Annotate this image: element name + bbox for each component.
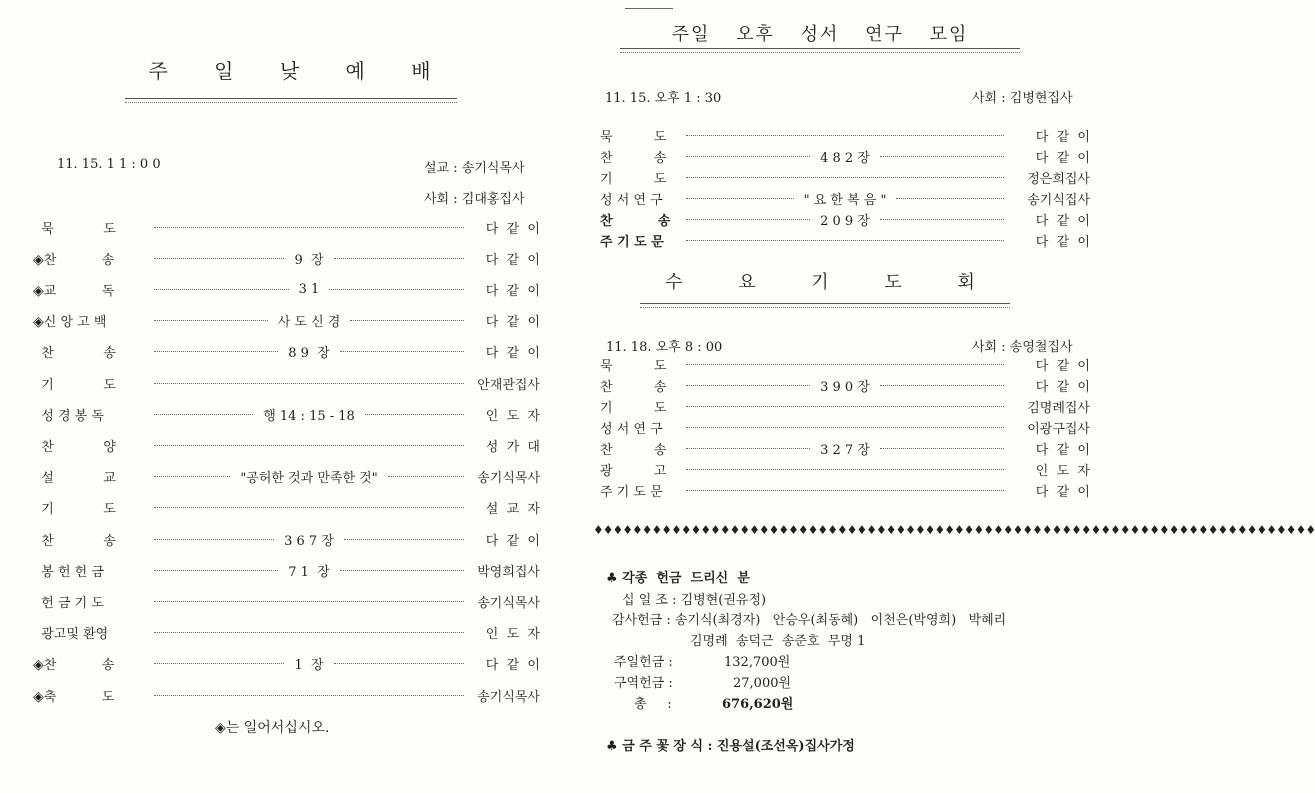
program-item-label <box>33 436 148 455</box>
program-item-label <box>600 439 680 458</box>
program-label-text: 교 독 <box>43 283 115 299</box>
dotted-leader <box>154 320 268 321</box>
afternoon-presider: 사회 : 김병현집사 <box>972 91 1073 106</box>
program-item-label <box>600 355 680 374</box>
program-label-text: 묵 도 <box>600 358 667 374</box>
tithe-line: 십 일 조 : 김병현(권유정) <box>622 593 767 608</box>
program-item-label <box>33 561 148 580</box>
dotted-leader <box>154 695 464 696</box>
program-row <box>33 373 540 393</box>
dotted-leader <box>686 177 1004 178</box>
program-row <box>600 125 1090 145</box>
dotted-leader <box>686 490 1004 491</box>
program-person: 다 같 이 <box>1035 484 1090 500</box>
dotted-leader <box>686 364 1004 365</box>
program-person: 김명례집사 <box>1027 400 1090 416</box>
program-row <box>33 217 540 237</box>
program-detail: 9 장 <box>294 252 324 268</box>
program-detail: "공허한 것과 만족한 것" <box>240 471 378 487</box>
program-person: 정은희집사 <box>1027 171 1090 187</box>
program-row <box>33 467 540 487</box>
program-person: 송기식목사 <box>477 689 540 705</box>
program-label-text: 찬 송 <box>41 533 116 549</box>
program-person: 다 같 이 <box>1035 150 1090 166</box>
dotted-leader <box>686 135 1004 136</box>
program-label-text: 찬 송 <box>43 252 115 268</box>
program-row <box>600 230 1090 250</box>
dotted-leader <box>350 320 464 321</box>
program-row <box>33 560 540 580</box>
program-label-text: 찬 송 <box>600 150 667 166</box>
program-item-label <box>33 467 148 486</box>
dotted-leader <box>154 383 464 384</box>
program-row <box>33 529 540 549</box>
program-row <box>600 354 1090 374</box>
wednesday-title-underline <box>640 303 1010 308</box>
program-person: 다 같 이 <box>1035 442 1090 458</box>
program-row <box>33 435 540 455</box>
program-detail: 7 1 장 <box>288 564 330 580</box>
program-row <box>33 654 540 674</box>
offering-heading: ♣ 각종 헌금 드리신 분 <box>606 571 750 586</box>
dotted-leader <box>154 227 464 228</box>
program-person: 인 도 자 <box>485 627 540 643</box>
program-detail: 3 2 7 장 <box>820 442 870 458</box>
program-person: 다 같 이 <box>485 533 540 549</box>
program-label-text: 기 도 <box>600 400 667 416</box>
program-person: 다 같 이 <box>1035 129 1090 145</box>
program-item-label <box>600 397 680 416</box>
dotted-leader <box>880 448 1004 449</box>
program-row <box>600 375 1090 395</box>
title-underline <box>125 98 457 103</box>
sunday-service-title: 주 일 낮 예 배 <box>148 59 432 83</box>
program-row <box>600 188 1090 208</box>
program-item-label <box>33 405 148 424</box>
program-detail: 사 도 신 경 <box>277 315 341 331</box>
program-row <box>600 438 1090 458</box>
dotted-leader <box>334 258 464 259</box>
program-person: 다 같 이 <box>485 346 540 362</box>
program-row <box>33 248 540 268</box>
dotted-leader <box>154 663 284 664</box>
afternoon-title-underline <box>620 48 1020 53</box>
program-person: 다 같 이 <box>485 221 540 237</box>
program-item-label <box>33 249 148 268</box>
dotted-leader <box>154 445 464 446</box>
total-value: 676,620원 <box>722 697 794 712</box>
program-item-label <box>33 530 148 549</box>
program-item-label <box>600 418 680 437</box>
dotted-leader <box>686 427 1004 428</box>
wednesday-presider: 사회 : 송영철집사 <box>972 340 1073 355</box>
district-offering-label: 구역헌금 : <box>614 676 673 691</box>
program-detail: " 요 한 복 음 " <box>803 192 887 208</box>
program-person: 설 교 자 <box>485 502 540 518</box>
dotted-leader <box>686 469 1004 470</box>
program-label-text: 신 앙 고 백 <box>43 315 107 331</box>
program-person: 다 같 이 <box>1035 358 1090 374</box>
program-label-text: 찬 송 <box>600 379 667 395</box>
program-detail: 행 14 : 15 - 18 <box>263 408 355 424</box>
program-label-text: 찬 송 <box>600 442 667 458</box>
program-label-text: 성 서 연 구 <box>600 421 663 437</box>
dotted-leader <box>686 240 1004 241</box>
program-row <box>600 167 1090 187</box>
dotted-leader <box>329 289 464 290</box>
program-item-label <box>600 147 680 166</box>
stand-marker: ◈ <box>33 657 44 674</box>
program-detail: 1 장 <box>294 658 324 674</box>
program-person: 박영희집사 <box>477 564 540 580</box>
program-row <box>600 146 1090 166</box>
program-item-label <box>33 592 148 611</box>
district-offering-value: 27,000원 <box>733 676 792 691</box>
program-item-label <box>600 126 680 145</box>
program-detail: 8 9 장 <box>288 346 330 362</box>
program-row <box>33 342 540 362</box>
thanks-line-2: 김명례 송덕근 송준호 무명 1 <box>690 634 866 649</box>
dotted-leader <box>880 219 1004 220</box>
program-row <box>600 396 1090 416</box>
program-label-text: 찬 송 <box>41 346 116 362</box>
dotted-leader <box>896 198 1004 199</box>
stand-marker: ◈ <box>33 251 44 268</box>
preacher: 설교 : 송기식목사 <box>424 161 525 176</box>
program-label-text: 기 도 <box>41 502 116 518</box>
dotted-leader <box>154 570 278 571</box>
program-item-label <box>600 189 680 208</box>
dotted-leader <box>154 351 278 352</box>
program-row <box>33 404 540 424</box>
program-item-label <box>33 280 148 299</box>
program-item-label <box>600 481 680 500</box>
dotted-leader <box>344 539 464 540</box>
program-person: 성 가 대 <box>485 439 540 455</box>
dotted-leader <box>334 663 464 664</box>
dotted-leader <box>154 507 464 508</box>
afternoon-date: 11. 15. 오후 1 : 30 <box>605 91 722 106</box>
program-item-label <box>33 498 148 517</box>
program-person: 다 같 이 <box>485 315 541 331</box>
dotted-leader <box>154 289 289 290</box>
program-person: 안재관집사 <box>477 377 540 393</box>
program-person: 다 같 이 <box>485 658 540 674</box>
program-label-text: 찬 송 <box>600 213 671 229</box>
program-person: 송기식목사 <box>477 471 541 487</box>
dotted-leader <box>880 156 1004 157</box>
program-item-label <box>600 460 680 479</box>
program-detail: 3 9 0 장 <box>820 379 870 395</box>
dotted-leader <box>154 476 230 477</box>
stand-note: ◈는 일어서십시오. <box>215 720 330 736</box>
program-person: 송기식집사 <box>1027 192 1091 208</box>
program-row <box>33 498 540 518</box>
service-date: 11. 15. 1 1 : 0 0 <box>57 157 161 172</box>
program-label-text: 광 고 <box>600 463 667 479</box>
dotted-leader <box>154 258 284 259</box>
program-label-text: 묵 도 <box>41 221 116 237</box>
dotted-leader <box>880 385 1004 386</box>
dotted-leader <box>388 476 464 477</box>
program-row <box>600 209 1090 229</box>
dotted-leader <box>154 632 464 633</box>
program-row <box>600 459 1090 479</box>
program-label-text: 헌 금 기 도 <box>41 595 104 611</box>
wednesday-prayer-title: 수 요 기 도 회 <box>665 272 975 293</box>
program-item-label <box>600 210 680 229</box>
afternoon-study-title: 주일 오후 성서 연구 모임 <box>671 24 969 45</box>
program-item-label <box>33 686 148 705</box>
program-person: 다 같 이 <box>485 283 540 299</box>
program-label-text: 봉 헌 헌 금 <box>41 564 104 580</box>
sunday-offering-value: 132,700원 <box>724 655 791 670</box>
dotted-leader <box>154 601 464 602</box>
top-mark <box>625 8 673 9</box>
dotted-leader <box>154 539 274 540</box>
stand-marker: ◈ <box>33 314 44 331</box>
sunday-offering-label: 주일헌금 : <box>614 655 673 670</box>
total-label: 총 : <box>634 697 672 712</box>
program-row <box>33 279 540 299</box>
dotted-leader <box>340 351 464 352</box>
dotted-leader <box>686 448 810 449</box>
dotted-leader <box>686 406 1004 407</box>
program-label-text: 주 기 도 문 <box>600 484 663 500</box>
program-item-label <box>33 623 148 642</box>
program-row <box>33 685 540 705</box>
program-label-text: 찬 양 <box>41 439 116 455</box>
dotted-leader <box>686 219 810 220</box>
program-person: 다 같 이 <box>1035 213 1090 229</box>
dotted-leader <box>686 385 810 386</box>
program-label-text: 성 서 연 구 <box>600 192 663 208</box>
program-person: 다 같 이 <box>485 252 540 268</box>
program-label-text: 성 경 봉 독 <box>41 408 104 424</box>
program-detail: 2 0 9 장 <box>820 213 870 229</box>
program-item-label <box>33 218 148 237</box>
program-row <box>33 623 540 643</box>
thanks-line-1: 감사헌금 : 송기식(최경자) 안승우(최동혜) 이천은(박영희) 박혜리 <box>612 613 1007 628</box>
program-label-text: 설 교 <box>41 471 116 487</box>
program-person: 인 도 자 <box>485 408 540 424</box>
program-item-label <box>33 311 148 330</box>
decorative-border: ♦♦♦♦♦♦♦♦♦♦♦♦♦♦♦♦♦♦♦♦♦♦♦♦♦♦♦♦♦♦♦♦♦♦♦♦♦♦♦♦♦♦♦♦♦♦♦♦♦♦♦♦♦♦♦♦♦♦♦♦♦♦♦♦♦♦♦♦♦♦♦♦♦♦ <box>593 523 1315 537</box>
program-label-text: 묵 도 <box>600 129 667 145</box>
program-item-label <box>600 376 680 395</box>
program-person: 인 도 자 <box>1035 463 1090 479</box>
program-detail: 3 1 <box>298 281 320 297</box>
program-person: 다 같 이 <box>1035 234 1090 250</box>
program-row <box>600 417 1090 437</box>
program-row <box>33 311 540 331</box>
stand-marker: ◈ <box>33 688 44 705</box>
stand-marker: ◈ <box>33 282 44 299</box>
flower-decoration: ♣ 금 주 꽃 장 식 : 진용설(조선옥)집사가정 <box>606 739 855 754</box>
program-label-text: 기 도 <box>600 171 667 187</box>
dotted-leader <box>340 570 464 571</box>
program-label-text: 기 도 <box>41 377 116 393</box>
program-person: 다 같 이 <box>1035 379 1090 395</box>
program-item-label <box>33 342 148 361</box>
program-item-label <box>600 168 680 187</box>
program-row <box>600 480 1090 500</box>
program-label-text: 축 도 <box>43 689 115 705</box>
program-label-text: 주 기 도 문 <box>600 234 664 250</box>
dotted-leader <box>154 414 253 415</box>
program-row <box>33 591 540 611</box>
program-person: 이광구집사 <box>1027 421 1090 437</box>
dotted-leader <box>365 414 464 415</box>
dotted-leader <box>686 198 794 199</box>
presider: 사회 : 김대홍집사 <box>424 192 525 207</box>
program-label-text: 찬 송 <box>43 658 115 674</box>
program-person: 송기식목사 <box>477 595 540 611</box>
program-item-label <box>33 374 148 393</box>
program-label-text: 광고및 환영 <box>41 627 109 643</box>
wednesday-date: 11. 18. 오후 8 : 00 <box>606 340 723 355</box>
program-item-label <box>600 231 680 250</box>
program-detail: 4 8 2 장 <box>820 150 870 166</box>
dotted-leader <box>686 156 810 157</box>
program-item-label <box>33 654 148 673</box>
program-detail: 3 6 7 장 <box>284 533 334 549</box>
